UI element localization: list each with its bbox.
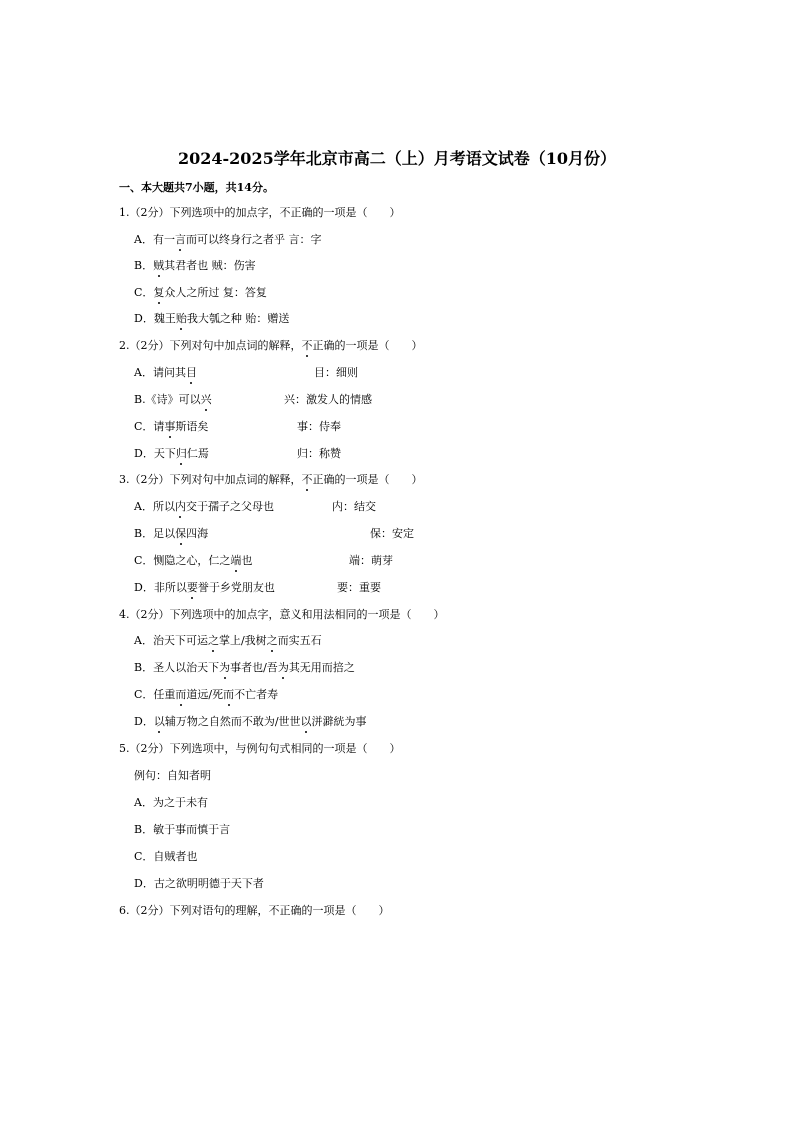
option-text: 四海 — [186, 527, 209, 540]
q5-example: 例句：自知者明 — [134, 769, 211, 782]
option-text: 不亡者寿 — [234, 688, 279, 701]
q2-gloss-a: 目：细则 — [314, 366, 358, 379]
q2-option-a[interactable] — [134, 366, 197, 380]
option-text: 洴澼絖为事 — [311, 715, 367, 728]
page-title: 2024-2025学年北京市高二（上）月考语文试卷（10月份） — [178, 149, 616, 168]
q2-gloss-c: 事：侍奉 — [297, 420, 341, 433]
option-text: 道远/死 — [186, 688, 224, 701]
stem-text: 正确的一项是（ ） — [312, 473, 423, 486]
option-text: 而可以终身行之者乎 言：字 — [185, 233, 322, 246]
option-text: 交于孺子之父母也 — [185, 500, 274, 513]
dotted-char: 之 — [207, 634, 219, 647]
option-text: C． — [134, 286, 154, 299]
q5-option-c[interactable]: C．自贼者也 — [134, 850, 198, 863]
q5-option-a[interactable]: A．为之于未有 — [134, 796, 208, 809]
dotted-char: 不 — [301, 339, 313, 352]
q4-option-b[interactable] — [134, 661, 355, 675]
q4-option-d[interactable] — [134, 715, 367, 729]
option-text: B．圣人以治天下 — [134, 661, 220, 674]
option-text: 掌上/我树 — [218, 634, 267, 647]
question-3-stem — [119, 473, 423, 487]
dotted-char: 之 — [266, 634, 278, 647]
option-text: A．请问其 — [134, 366, 186, 379]
question-5-stem: 5.（2分）下列选项中，与例句句式相同的一项是（ ） — [119, 742, 401, 755]
q2-gloss-d: 归：称赞 — [297, 447, 341, 460]
option-text: C．恻隐之心，仁之 — [134, 554, 231, 567]
option-text: B． — [134, 259, 154, 272]
q5-option-d[interactable]: D．古之欲明明德于天下者 — [134, 877, 264, 890]
dotted-char: 为 — [219, 661, 231, 674]
dotted-char: 复 — [153, 286, 165, 299]
section-heading: 一、本大题共7小题，共14分。 — [119, 181, 274, 194]
q3-option-b[interactable] — [134, 527, 208, 541]
option-text: 也 — [241, 554, 253, 567]
dotted-char: 以 — [153, 715, 165, 728]
dotted-char: 事 — [164, 420, 176, 433]
option-text: 辅万物之自然而不敢为/世世 — [164, 715, 301, 728]
option-text: D．非所以 — [134, 581, 187, 594]
q1-option-b[interactable] — [134, 259, 256, 273]
q3-gloss-a: 内：结交 — [332, 500, 376, 513]
q1-option-a[interactable] — [134, 233, 321, 247]
q4-option-a[interactable] — [134, 634, 322, 648]
question-6-stem: 6.（2分）下列对语句的理解，不正确的一项是（ ） — [119, 904, 390, 917]
q3-option-a[interactable] — [134, 500, 274, 514]
q1-option-c[interactable] — [134, 286, 267, 300]
stem-text: 2.（2分）下列对句中加点词的解释， — [119, 339, 302, 352]
q5-option-b[interactable]: B．敏于事而慎于言 — [134, 823, 231, 836]
q1-option-d[interactable] — [134, 312, 289, 326]
dotted-char: 内 — [174, 500, 186, 513]
q2-option-b[interactable] — [134, 393, 212, 407]
dotted-char: 贼 — [153, 259, 165, 272]
dotted-char: 而 — [223, 688, 235, 701]
option-text: 其君者也 贼：伤害 — [164, 259, 256, 272]
dotted-char: 为 — [277, 661, 289, 674]
dotted-char: 要 — [186, 581, 198, 594]
dotted-char: 言 — [174, 233, 186, 246]
dotted-char: 以 — [300, 715, 312, 728]
q3-option-c[interactable] — [134, 554, 252, 568]
dotted-char: 端 — [230, 554, 242, 567]
q3-gloss-d: 要：重要 — [337, 581, 381, 594]
q4-option-c[interactable] — [134, 688, 278, 702]
q3-option-d[interactable] — [134, 581, 275, 595]
stem-text: 3.（2分）下列对句中加点词的解释， — [119, 473, 302, 486]
option-text: 事者也/吾 — [230, 661, 278, 674]
option-text: D． — [134, 715, 154, 728]
option-text: 誉于乡党朋友也 — [197, 581, 275, 594]
question-2-stem — [119, 339, 423, 353]
q3-gloss-b: 保：安定 — [370, 527, 414, 540]
option-text: C．请 — [134, 420, 165, 433]
option-text: D．魏王 — [134, 312, 176, 325]
option-text: 我大瓠之种 贻：赠送 — [186, 312, 290, 325]
option-text: 其无用而掊之 — [288, 661, 355, 674]
option-text: 斯语矣 — [175, 420, 209, 433]
option-text: 而实五石 — [277, 634, 322, 647]
q2-option-d[interactable] — [134, 447, 209, 461]
option-text: B.《诗》可以 — [134, 393, 201, 406]
q2-option-c[interactable] — [134, 420, 208, 434]
dotted-char: 不 — [301, 473, 313, 486]
dotted-char: 保 — [175, 527, 187, 540]
question-4-stem: 4.（2分）下列选项中的加点字，意义和用法相同的一项是（ ） — [119, 608, 445, 621]
dotted-char: 贻 — [175, 312, 187, 325]
option-text: A．所以 — [134, 500, 175, 513]
option-text: A．治天下可运 — [134, 634, 208, 647]
option-text: 仁焉 — [186, 447, 209, 460]
option-text: D．天下 — [134, 447, 176, 460]
option-text: B．足以 — [134, 527, 176, 540]
stem-text: 正确的一项是（ ） — [312, 339, 423, 352]
dotted-char: 兴 — [200, 393, 212, 406]
q2-gloss-b: 兴：激发人的情感 — [284, 393, 372, 406]
q3-gloss-c: 端：萌芽 — [349, 554, 393, 567]
dotted-char: 目 — [185, 366, 197, 379]
question-1-stem: 1.（2分）下列选项中的加点字，不正确的一项是（ ） — [119, 206, 401, 219]
option-text: 众人之所过 复：答复 — [164, 286, 267, 299]
option-text: A．有一 — [134, 233, 175, 246]
option-text: C．任重 — [134, 688, 176, 701]
dotted-char: 而 — [175, 688, 187, 701]
dotted-char: 归 — [175, 447, 187, 460]
